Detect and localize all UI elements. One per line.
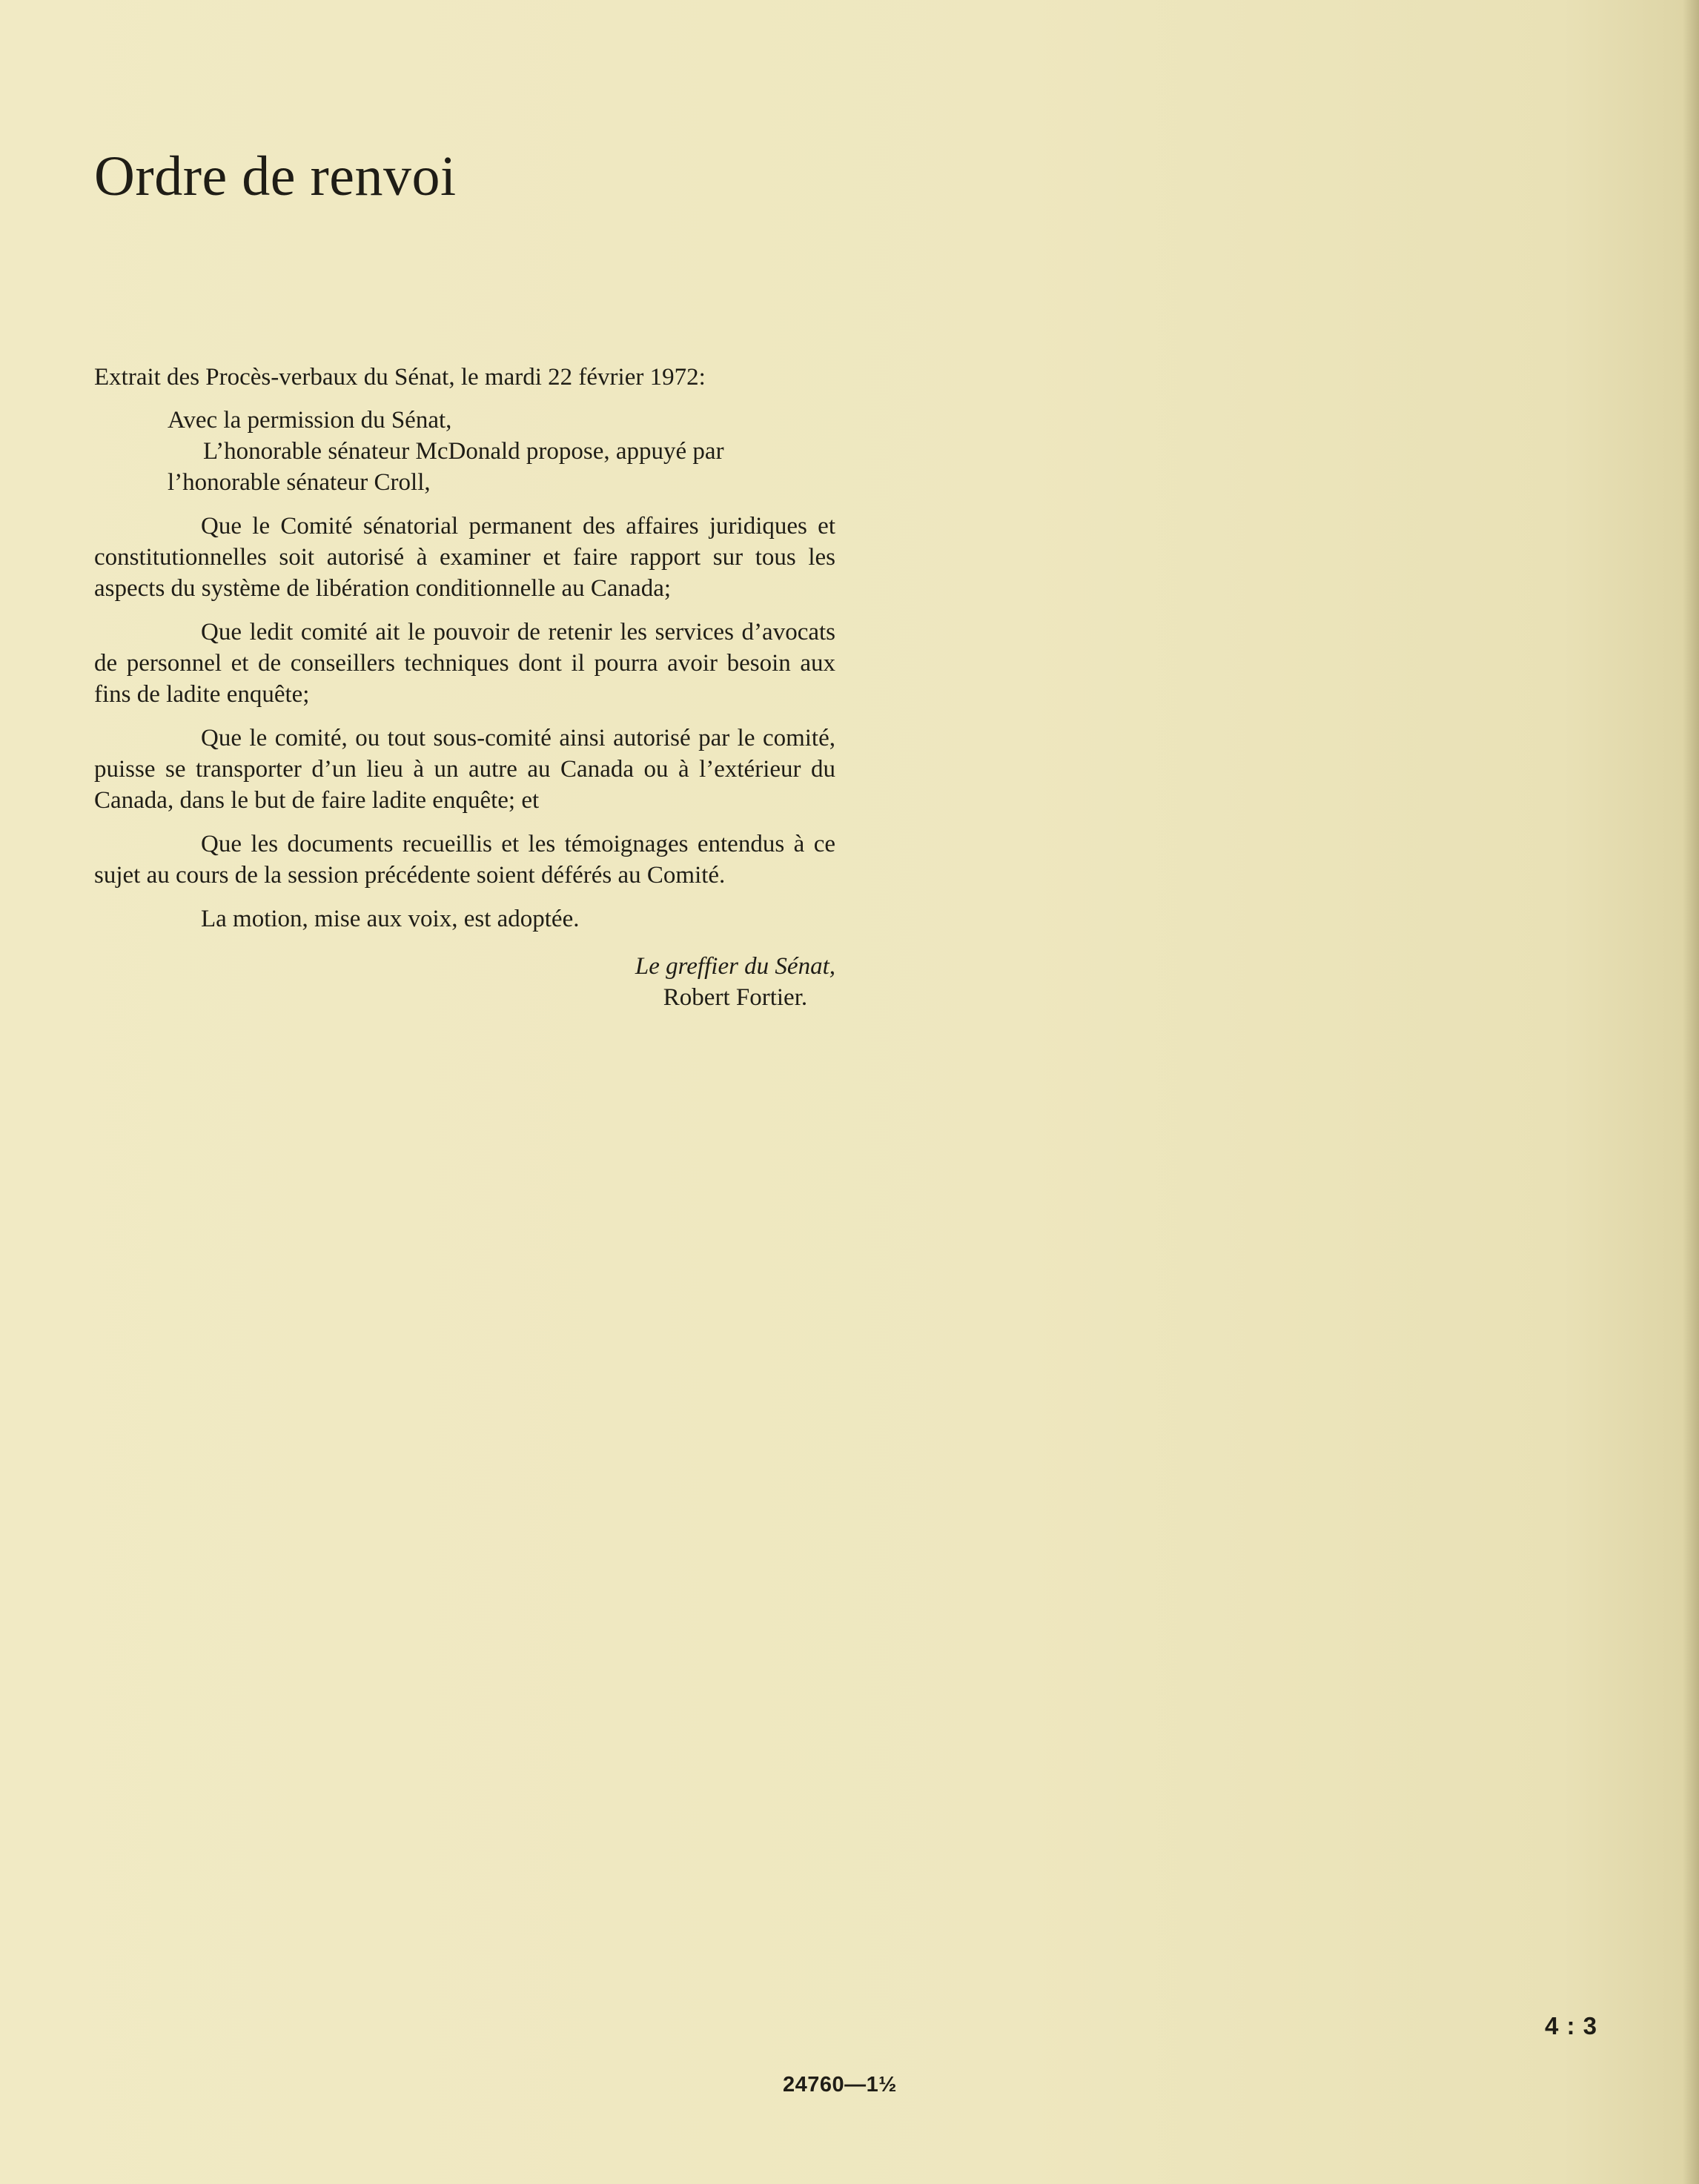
paragraph-adopted: La motion, mise aux voix, est adoptée. xyxy=(201,906,580,932)
page-title: Ordre de renvoi xyxy=(94,145,457,208)
print-code: 24760—1½ xyxy=(783,2073,897,2097)
paragraph-staff: Que ledit comité ait le pouvoir de retenir les services d’avocats de personnel et de conseillers techniques dont il pourra avoir besoin aux fins de ladite enquête; xyxy=(94,619,835,708)
motion-seconder-line: l’honorable sénateur Croll, xyxy=(168,469,431,496)
paragraph-mandate: Que le Comité sénatorial permanent des affaires juridiques et constitutionnelles soit autorisé à examiner et faire rapport sur tous les aspects du système de libération conditionnelle au Canada; xyxy=(94,513,835,602)
motion-intro-line: L’honorable sénateur McDonald propose, appuyé par xyxy=(203,438,724,465)
paragraph-documents: Que les documents recueillis et les témoignages entendus à ce sujet au cours de la session précédente soient déférés au Comité. xyxy=(94,831,835,889)
extract-intro: Extrait des Procès-verbaux du Sénat, le mardi 22 février 1972: xyxy=(94,364,706,391)
page-edge-shadow xyxy=(1683,0,1699,2184)
paragraph-travel: Que le comité, ou tout sous-comité ainsi autorisé par le comité, puisse se transporter d’un lieu à un autre au Canada ou à l’extérieur du Canada, dans le but de faire ladite enquête; et xyxy=(94,725,835,814)
signature-title: Le greffier du Sénat, xyxy=(635,953,835,980)
permission-line: Avec la permission du Sénat, xyxy=(168,407,452,434)
signature-name: Robert Fortier. xyxy=(663,984,808,1011)
page-number: 4 : 3 xyxy=(1545,2012,1598,2039)
order-of-reference-body xyxy=(94,362,835,1013)
signature-block xyxy=(94,951,835,1013)
